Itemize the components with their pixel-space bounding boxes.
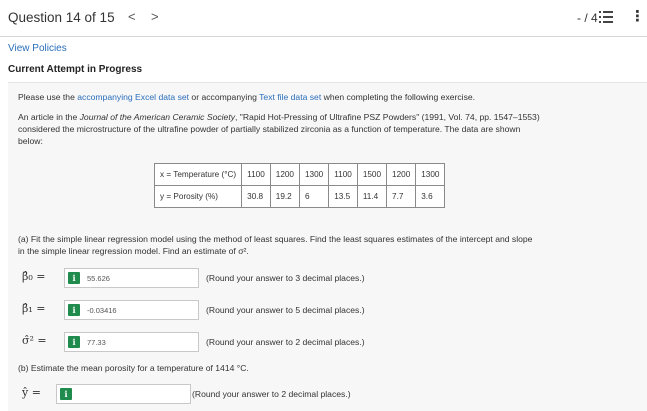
sigma-value: 77.33: [87, 338, 106, 347]
yhat-input[interactable]: [56, 384, 191, 404]
question-title: Question 14 of 15: [8, 10, 115, 25]
table-cell: 7.7: [387, 186, 416, 208]
y-label-cell: y = Porosity (%): [155, 186, 242, 208]
intro-text: Please use the accompanying Excel data set or accompanying Text file data set when completing the following exercise.: [18, 92, 476, 102]
beta1-label: β̂₁ =: [22, 302, 46, 315]
sigma-label: σ̂² =: [22, 334, 47, 347]
table-cell: 11.4: [357, 186, 386, 208]
table-cell: 19.2: [270, 186, 299, 208]
data-table: [154, 163, 445, 208]
yhat-hint: (Round your answer to 2 decimal places.): [192, 389, 351, 399]
attempt-status: Current Attempt in Progress: [8, 64, 143, 75]
more-options-icon[interactable]: ⋮: [630, 8, 645, 25]
info-icon[interactable]: i: [60, 388, 72, 400]
table-cell: 1200: [387, 164, 416, 186]
part-b-text: (b) Estimate the mean porosity for a temperature of 1414 °C.: [18, 363, 249, 373]
table-cell: 6: [299, 186, 328, 208]
info-icon[interactable]: i: [68, 304, 80, 316]
table-row-x: [155, 164, 445, 186]
table-row-y: [155, 186, 445, 208]
beta1-input[interactable]: [64, 300, 199, 320]
excel-data-link[interactable]: accompanying Excel data set: [77, 92, 190, 102]
question-header: [0, 0, 647, 37]
table-cell: 1200: [270, 164, 299, 186]
table-cell: 1100: [329, 164, 358, 186]
score-display: - / 4: [577, 11, 598, 25]
table-cell: 13.5: [329, 186, 358, 208]
table-cell: 1300: [299, 164, 328, 186]
info-icon[interactable]: i: [68, 336, 80, 348]
journal-title: Journal of the American Ceramic Society: [79, 112, 236, 122]
table-cell: 3.6: [416, 186, 445, 208]
beta1-hint: (Round your answer to 5 decimal places.): [206, 305, 365, 315]
view-policies-link[interactable]: View Policies: [8, 43, 67, 54]
table-cell: 1500: [357, 164, 386, 186]
text-file-data-link[interactable]: Text file data set: [259, 92, 322, 102]
sigma-hint: (Round your answer to 2 decimal places.): [206, 337, 365, 347]
article-text: An article in the Journal of the American Ceramic Society, "Rapid Hot-Pressing of Ultrafine PSZ Powders" (1991, Vol. 74, pp. 1547–1553) considered the microstructure of the ultrafine powder of partially stabilized zirconia as a function of temperature. The data are shown below:: [18, 112, 540, 146]
beta0-value: 55.626: [87, 274, 110, 283]
beta0-label: β̂₀ =: [22, 270, 46, 283]
info-icon[interactable]: i: [68, 272, 80, 284]
part-a-text: (a) Fit the simple linear regression model using the method of least squares. Find the least squares estimates of the intercept and slope in the simple linear regression model. Find an estimate of σ².: [18, 234, 533, 256]
table-cell: 30.8: [242, 186, 271, 208]
beta0-input[interactable]: [64, 268, 199, 288]
sigma-input[interactable]: [64, 332, 199, 352]
next-question-button[interactable]: >: [151, 9, 159, 24]
beta1-value: -0.03416: [87, 306, 117, 315]
x-label-cell: x = Temperature (°C): [155, 164, 242, 186]
yhat-label: ŷ =: [22, 386, 41, 399]
question-list-icon[interactable]: [599, 11, 613, 24]
beta0-hint: (Round your answer to 3 decimal places.): [206, 273, 365, 283]
question-panel: [8, 82, 647, 411]
table-cell: 1300: [416, 164, 445, 186]
table-cell: 1100: [242, 164, 271, 186]
previous-question-button[interactable]: <: [128, 9, 136, 24]
